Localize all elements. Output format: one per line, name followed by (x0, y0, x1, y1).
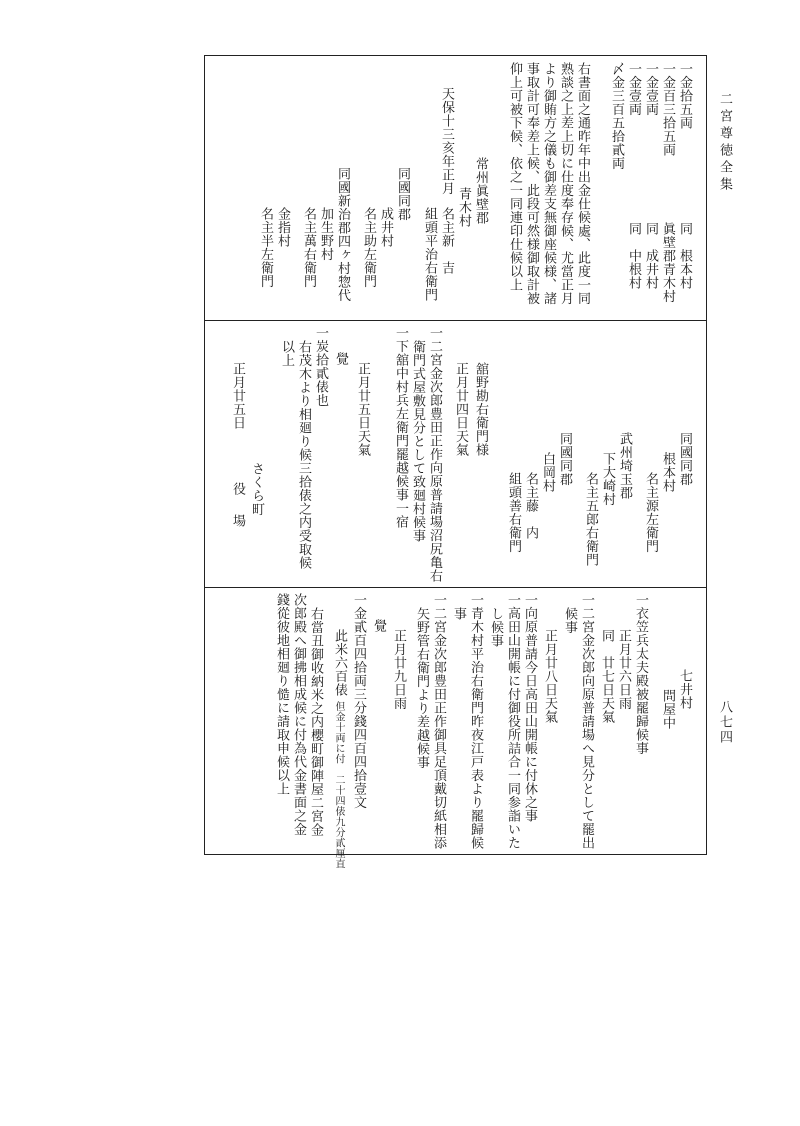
text-line: 正月廿五日天氣 (355, 362, 370, 457)
text-line: 七井村 (677, 669, 692, 710)
text-line: 白岡村 (540, 452, 555, 493)
text-line: 名主半左衛門 (258, 207, 273, 288)
text-line: 同國同郡 (395, 167, 410, 221)
text-line: 熟談之上差上切に仕度奉存候、尤當正月 (558, 62, 573, 305)
top-section-continued (206, 322, 705, 586)
text-line: 仰上可被下候、依之一同連印仕候以上 (507, 62, 522, 292)
text-line: 同國新治郡四ヶ村惣代 (335, 167, 350, 302)
text-line: 右書面之通昨年中出金仕候處、此度一同 (575, 62, 590, 305)
text-line: 同 根本村 (677, 222, 692, 290)
text-line: 一二宮金次郎向原普請場へ見分として罷出 (579, 593, 594, 850)
book-title: 二宮尊徳全集 (717, 92, 732, 194)
bottom-section (206, 589, 705, 869)
page-number: 八七四 (717, 700, 732, 745)
text-line: 覺 (333, 352, 348, 366)
text-line: 正月廿五日 (230, 362, 245, 430)
text-line: 武州埼玉郡 (617, 432, 632, 500)
text-line: 青木村 (456, 187, 471, 228)
text-line: 一金壹両 (626, 62, 641, 116)
text-line: 覺 (371, 619, 386, 633)
text-line: 此米六百俵 (332, 629, 347, 697)
text-line: 一衣笠兵太夫殿被罷歸候事 (633, 593, 648, 755)
text-line: 一二宮金次郎豊田正作向原普請場沼尻亀右 (427, 326, 442, 583)
text-line: 衛門式屋敷見分として致廻村候事 (410, 340, 425, 543)
text-line: 一炭拾貳俵也 (313, 326, 328, 407)
text-line: 次郎殿へ御拂相成候に付為代金書面之金 (291, 593, 306, 836)
text-line: 名主新 吉 (439, 207, 454, 275)
text-line: 金指村 (275, 207, 290, 248)
text-line: 同 中根村 (626, 222, 641, 290)
text-line: 一金百三拾五両 (660, 62, 675, 157)
text-line: 一向原普請今日高田山開帳に付休之事 (522, 593, 537, 823)
text-line: 但金十両に付 二十四俵九分貳厘直 (333, 701, 344, 869)
section-divider-1 (204, 320, 707, 321)
text-line: 同 成井村 (643, 222, 658, 290)
text-line: 正月廿四日天氣 (453, 362, 468, 457)
text-line: 眞壁郡青木村 (660, 222, 675, 303)
text-line: し候事 (488, 607, 503, 648)
text-line: 常州眞壁郡 (473, 157, 488, 225)
text-line: 錢從彼地相廻り慥に請取申候以上 (274, 593, 289, 796)
text-line: 組頭善右衛門 (506, 472, 521, 553)
text-line: 名主助左衛門 (361, 207, 376, 288)
text-line: 名主源左衛門 (643, 472, 658, 553)
text-line: 正月廿八日天氣 (542, 629, 557, 724)
text-line: 一金拾五両 (677, 62, 692, 130)
section-divider-2 (204, 587, 707, 588)
text-line: 名主藤 内 (523, 472, 538, 540)
text-line: 以上 (279, 340, 294, 367)
text-line: 一高田山開帳に付御役所詰合一同参詣いた (505, 593, 520, 850)
text-line: 候事 (562, 607, 577, 634)
text-line: 名主五郎右衛門 (583, 472, 598, 567)
text-line: 一金貳百四拾両三分錢四百四拾壹文 (351, 593, 366, 809)
text-line: 成井村 (378, 207, 393, 248)
text-line: 右茂木より相廻り候三拾俵之内受取候 (296, 340, 311, 570)
text-line: さくら町 (249, 462, 264, 516)
text-line: 一青木村平治右衛門昨夜江戸表より罷歸候 (468, 593, 483, 850)
text-line: 矢野管右衛門より差越候事 (414, 607, 429, 769)
text-line: 事取計可奉差上候、此段可然様御取計被 (524, 62, 539, 305)
text-line: 一金壹両 (643, 62, 658, 116)
text-line: 名主萬右衛門 (301, 207, 316, 288)
text-line: 同國同郡 (677, 432, 692, 486)
text-line: 一二宮金次郎豊田正作御具足頂戴切紙相添 (431, 593, 446, 850)
text-line: 役 場 (230, 482, 245, 530)
text-line: 天保十三亥年正月 (439, 87, 454, 195)
text-line: 根本村 (660, 452, 675, 493)
text-line: より御賄方之儀も御差支無御座候様、諸 (541, 62, 556, 305)
text-line: 問屋中 (660, 689, 675, 730)
text-line: 下大崎村 (600, 452, 615, 506)
text-line: 加生野村 (318, 207, 333, 261)
text-line: 右當丑御收納米之内櫻町御陣屋二宮金 (308, 607, 323, 837)
text-line: 一下舘中村兵左衛門罷越候事一宿 (393, 326, 408, 529)
text-line: 〆金三百五拾貳両 (609, 62, 624, 170)
text-line: 舘野勘右衛門様 (473, 362, 488, 457)
text-line: 事 (451, 607, 466, 621)
text-line: 正月廿九日雨 (391, 629, 406, 710)
text-line: 組頭平治右衛門 (422, 207, 437, 302)
text-line: 同國同郡 (557, 432, 572, 486)
text-line: 同 廿七日天氣 (599, 629, 614, 724)
top-section (206, 57, 705, 319)
text-line: 正月廿六日雨 (616, 629, 631, 710)
